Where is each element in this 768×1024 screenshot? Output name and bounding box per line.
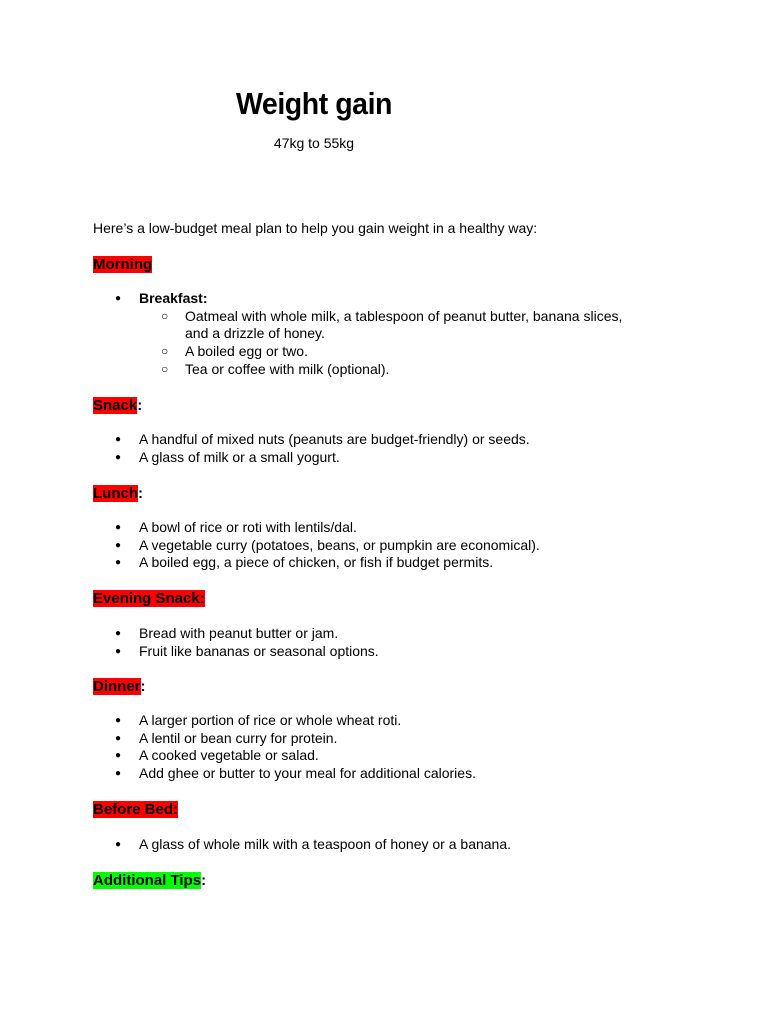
intro-paragraph: Here’s a low-budget meal plan to help you gain weight in a healthy way:	[93, 220, 538, 236]
heading-highlight: Snack	[93, 397, 138, 414]
heading-colon: :	[137, 397, 143, 414]
section-heading-dinner	[93, 677, 146, 697]
list-item: ● A boiled egg, a piece of chicken, or fish if budget permits.	[93, 554, 693, 572]
heading-highlight: Morning	[93, 256, 153, 273]
section-heading-morning	[93, 255, 152, 275]
list-item: ● A bowl of rice or roti with lentils/dal.	[93, 519, 693, 537]
list-item: ● A cooked vegetable or salad.	[93, 747, 693, 765]
heading-highlight: Additional Tips	[93, 872, 202, 889]
heading-highlight: Evening Snack:	[93, 590, 205, 607]
heading-highlight: Lunch	[93, 485, 138, 502]
heading-colon: :	[140, 678, 146, 695]
section-heading-evening-snack	[93, 589, 205, 609]
snack-list	[93, 431, 693, 466]
heading-colon: :	[138, 485, 143, 502]
list-item: ● A glass of milk or a small yogurt.	[93, 449, 693, 467]
list-item: ● A vegetable curry (potatoes, beans, or pumpkin are economical).	[93, 537, 693, 555]
list-item: ● A larger portion of rice or whole wheat roti.	[93, 712, 693, 730]
sublist-item: ○ Oatmeal with whole milk, a tablespoon of peanut butter, banana slices, and a drizzle of honey.	[139, 308, 639, 343]
section-heading-lunch	[93, 484, 143, 504]
page-subtitle: 47kg to 55kg	[273, 135, 355, 151]
section-heading-additional-tips	[93, 871, 206, 891]
morning-list	[93, 290, 693, 379]
list-item	[93, 290, 693, 379]
section-heading-snack	[93, 396, 142, 416]
page-title: Weight gain	[235, 86, 393, 121]
list-item: ● Add ghee or butter to your meal for additional calories.	[93, 765, 693, 783]
evening-snack-list	[93, 625, 693, 660]
section-heading-before-bed	[93, 800, 178, 820]
list-item: ● A glass of whole milk with a teaspoon of honey or a banana.	[93, 836, 693, 854]
sublist-item: ○ A boiled egg or two.	[139, 343, 639, 361]
heading-highlight: Dinner	[93, 678, 141, 695]
lunch-list	[93, 519, 693, 572]
list-item: ● A lentil or bean curry for protein.	[93, 730, 693, 748]
list-item: ● A handful of mixed nuts (peanuts are budget-friendly) or seeds.	[93, 431, 693, 449]
list-item: ● Bread with peanut butter or jam.	[93, 625, 693, 643]
breakfast-label: Breakfast:	[139, 290, 208, 306]
heading-colon: :	[201, 872, 207, 889]
heading-highlight: Before Bed:	[93, 801, 179, 818]
breakfast-sublist	[139, 308, 639, 379]
before-bed-list	[93, 836, 693, 854]
sublist-item: ○ Tea or coffee with milk (optional).	[139, 361, 639, 379]
dinner-list	[93, 712, 693, 783]
list-item: ● Fruit like bananas or seasonal options.	[93, 643, 693, 661]
